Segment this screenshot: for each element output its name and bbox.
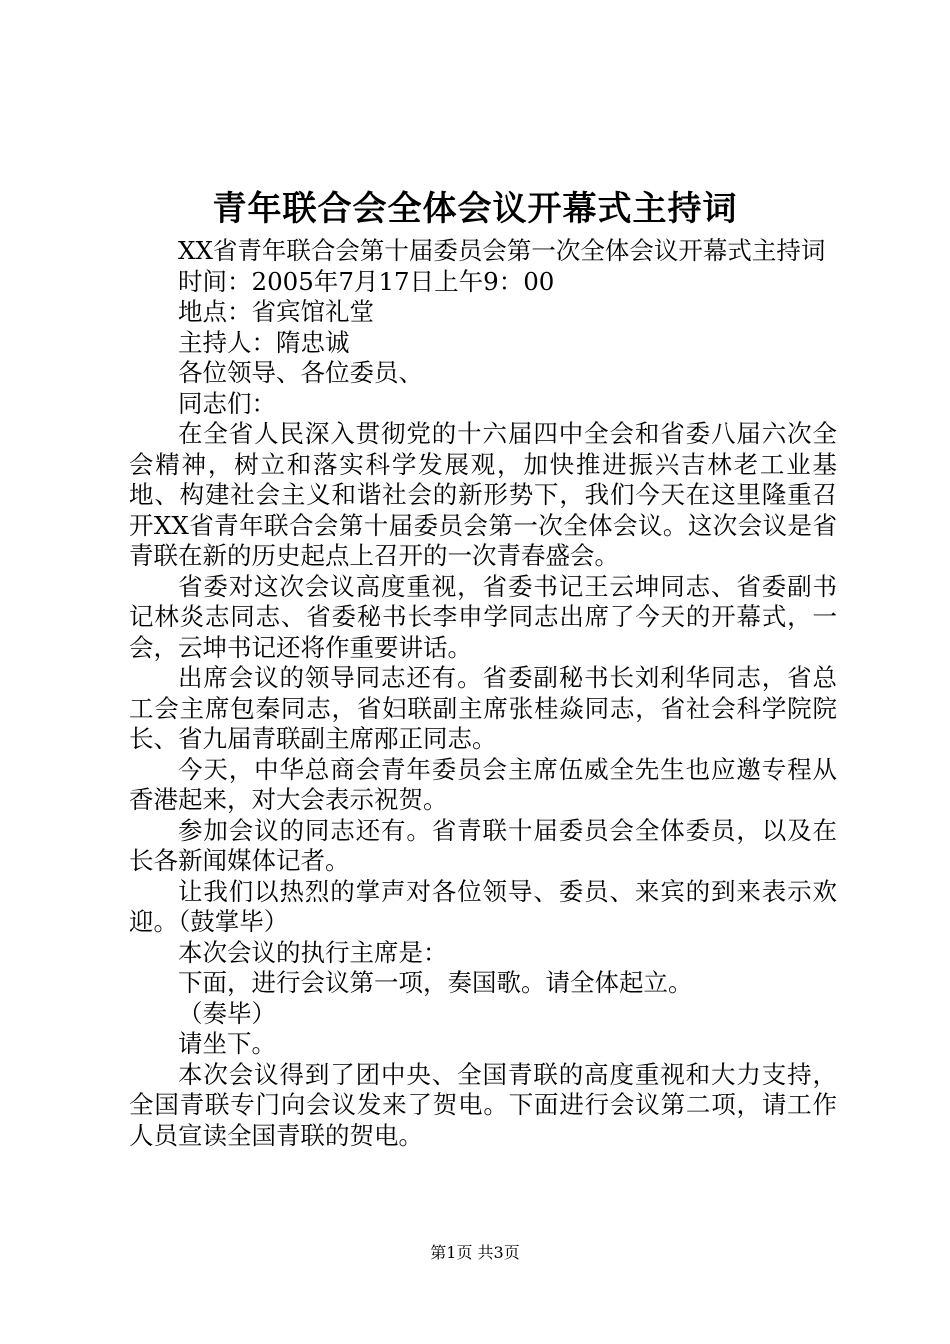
paragraph: 参加会议的同志还有。省青联十届委员会全体委员，以及在长各新闻媒体记者。 xyxy=(129,815,837,875)
paragraph: 主持人：隋忠诚 xyxy=(178,327,350,357)
document-title: 青年联合会全体会议开幕式主持词 xyxy=(212,189,738,229)
paragraph: 本次会议的执行主席是： xyxy=(178,937,448,967)
paragraph: 地点：省宾馆礼堂 xyxy=(178,297,374,326)
paragraph: 省委对这次会议高度重视，省委书记王云坤同志、省委副书记林炎志同志、省委秘书长李申学同志出席了今天的开幕式，一会，云坤书记还将作重要讲话。 xyxy=(129,571,837,662)
paragraph: （奏毕） xyxy=(178,998,276,1028)
paragraph: 时间：2005年7月17日上午9：00 xyxy=(178,266,555,296)
paragraph: 让我们以热烈的掌声对各位领导、委员、来宾的到来表示欢迎。（鼓掌毕） xyxy=(129,876,837,936)
paragraph: 在全省人民深入贯彻党的十六届四中全会和省委八届六次全会精神，树立和落实科学发展观，加快推进振兴吉林老工业基地、构建社会主义和谐社会的新形势下，我们今天在这里隆重召开XX省青年联合会第十届委员会第一次全体会议。这次会议是省青联在新的历史起点上召开的一次青春盛会。 xyxy=(129,419,837,570)
paragraph: 出席会议的领导同志还有。省委副秘书长刘利华同志，省总工会主席包秦同志，省妇联副主席张桂焱同志，省社会科学院院长、省九届青联副主席邴正同志。 xyxy=(129,663,837,753)
paragraph: 今天，中华总商会青年委员会主席伍威全先生也应邀专程从香港起来，对大会表示祝贺。 xyxy=(129,754,837,814)
paragraph: XX省青年联合会第十届委员会第一次全体会议开幕式主持词 xyxy=(178,236,826,265)
paragraph: 下面，进行会议第一项，奏国歌。请全体起立。 xyxy=(178,968,693,997)
paragraph: 本次会议得到了团中央、全国青联的高度重视和大力支持，全国青联专门向会议发来了贺电。下面进行会议第二项，请工作人员宣读全国青联的贺电。 xyxy=(129,1059,837,1150)
paragraph: 同志们： xyxy=(178,388,276,418)
document-body xyxy=(129,236,837,1151)
paragraph: 请坐下。 xyxy=(178,1029,276,1058)
paragraph: 各位领导、各位委员、 xyxy=(178,358,423,387)
page-footer: 第1页 共3页 xyxy=(430,1243,520,1262)
